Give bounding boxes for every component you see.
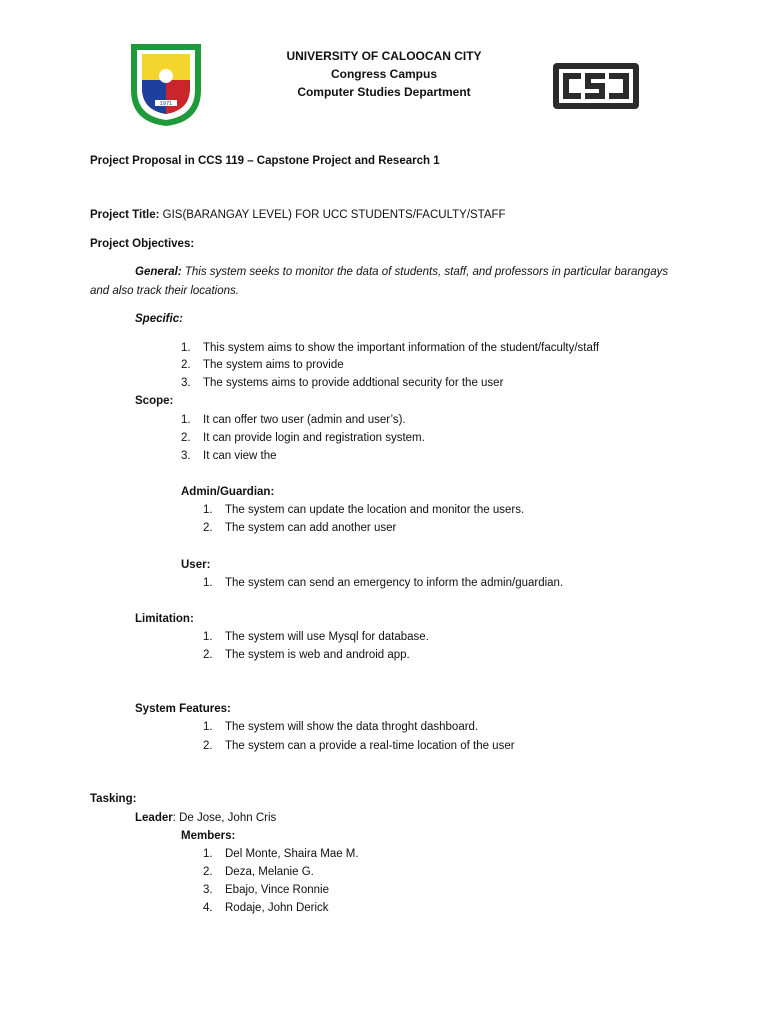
list-number: 3. [181,450,191,462]
list-item-text: It can view the [203,450,277,462]
list-number: 3. [181,377,191,389]
list-item-text: The system can send an emergency to inform the admin/guardian. [225,577,564,589]
list-number: 2. [203,649,213,661]
tasking-heading: Tasking: [90,793,137,805]
list-number: 1. [203,721,213,733]
list-number: 2. [203,522,213,534]
leader-row [135,811,276,826]
department-logo [553,63,639,109]
list-item-text: This system aims to show the important information of the student/faculty/staff [203,342,600,354]
list-item-text: It can offer two user (admin and user’s). [203,414,406,426]
list-number: 1. [203,631,213,643]
list-item-text: Del Monte, Shaira Mae M. [225,848,359,860]
leader-value: : De Jose, John Cris [172,812,277,824]
list-number: 1. [203,577,213,589]
seal-year: 1971 [159,101,173,107]
list-item-text: It can provide login and registration system. [203,432,425,444]
list-number: 2. [181,432,191,444]
general-label: General: [135,266,182,278]
list-number: 2. [203,740,213,752]
list-item-text: The systems aims to provide addtional security for the user [203,377,504,389]
list-item-text: The system can a provide a real-time location of the user [225,740,515,752]
list-item-text: The system will show the data throght dashboard. [225,721,479,733]
list-number: 4. [203,902,213,914]
list-number: 2. [181,359,191,371]
scope-heading: Scope: [135,395,174,407]
project-title-row [90,208,506,223]
list-number: 2. [203,866,213,878]
project-title-label: Project Title: [90,209,160,221]
university-seal-logo [125,40,207,128]
general-text-2: and also track their locations. [90,285,239,297]
list-item-text: The system can add another user [225,522,397,534]
list-number: 1. [203,848,213,860]
project-title-value: GIS(BARANGAY LEVEL) FOR UCC STUDENTS/FACULTY/STAFF [159,209,506,221]
leader-label: Leader [135,812,173,824]
members-heading: Members: [181,830,236,842]
objectives-heading: Project Objectives: [90,238,195,250]
campus-name: Congress Campus [330,67,438,81]
list-item-text: Ebajo, Vince Ronnie [225,884,329,896]
header-block [259,47,509,101]
list-item-text: The system is web and android app. [225,649,410,661]
proposal-heading: Project Proposal in CCS 119 – Capstone Project and Research 1 [90,155,440,167]
list-item-text: The system can update the location and monitor the users. [225,504,525,516]
list-number: 3. [203,884,213,896]
list-number: 1. [181,342,191,354]
list-item-text: Deza, Melanie G. [225,866,314,878]
list-number: 1. [181,414,191,426]
university-name: UNIVERSITY OF CALOOCAN CITY [286,49,482,63]
list-item-text: Rodaje, John Derick [225,902,329,914]
list-item-text: The system aims to provide [203,359,344,371]
system-features-heading: System Features: [135,703,231,715]
department-name: Computer Studies Department [297,85,471,99]
general-text-1: This system seeks to monitor the data of students, staff, and professors in particular barangays [181,266,669,278]
list-number: 1. [203,504,213,516]
general-objective-line-1 [135,265,668,280]
specific-heading: Specific: [135,313,183,325]
admin-guardian-heading: Admin/Guardian: [181,486,275,498]
list-item-text: The system will use Mysql for database. [225,631,429,643]
user-heading: User: [181,559,211,571]
limitation-heading: Limitation: [135,613,194,625]
